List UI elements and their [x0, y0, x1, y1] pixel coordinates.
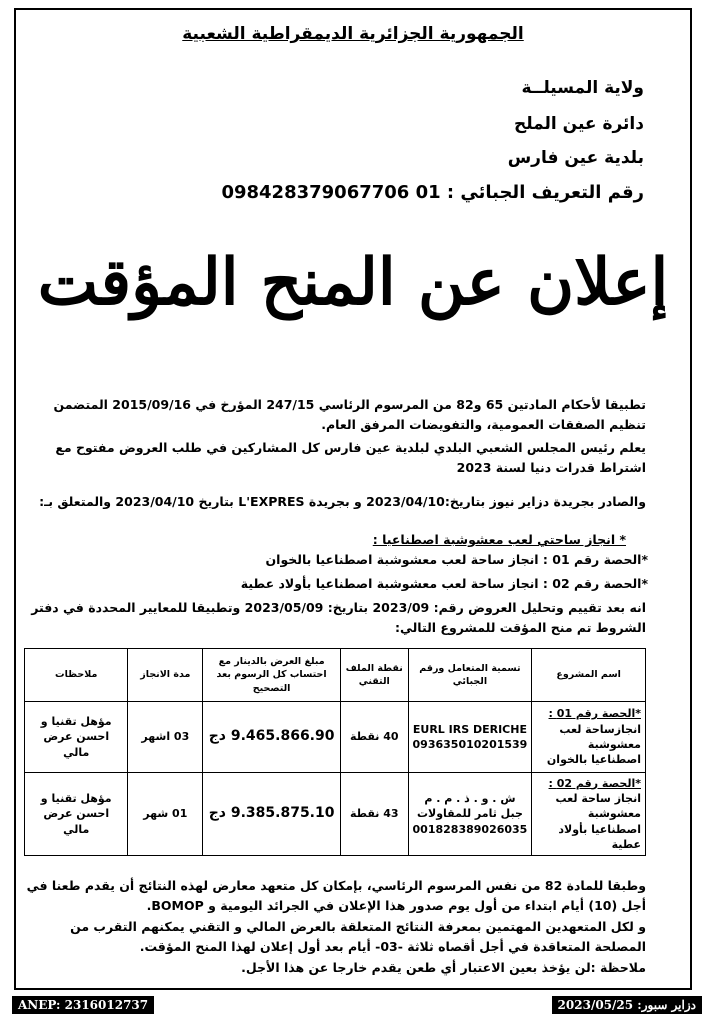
project-name: انجاز ساحة لعب معشوشبة اصطناعيا بأولاد عطية	[555, 791, 641, 852]
header-notes: ملاحظات	[25, 649, 128, 702]
tax-id-value: 098428379067706 01	[221, 182, 441, 203]
bidder-name-2: جبل ثامر للمقاولات	[416, 807, 523, 821]
lot-label: *الحصة رقم 01 :	[548, 707, 641, 721]
table-row	[25, 773, 646, 856]
cell-amount: 9.385.875.10 دج	[203, 773, 341, 856]
cell-duration: 01 شهر	[128, 773, 203, 856]
table-row	[25, 702, 646, 773]
cell-tech-score: 43 نقطة	[340, 773, 408, 856]
announcement-title: إعلان عن المنح المؤقت	[37, 245, 669, 320]
republic-heading: الجمهورية الجزائرية الديمقراطية الشعبية	[182, 24, 524, 44]
lot-2-line: *الحصة رقم 02 : انجاز ساحة لعب معشوشبة اصطناعيا بأولاد عطية	[240, 576, 648, 591]
bidder-name: EURL IRS DERICHE	[412, 722, 527, 736]
legal-basis-paragraph: تطبيقا لأحكام المادتين 65 و82 من المرسوم الرئاسي 247/15 المؤرخ في 2015/09/16 المتضمن تنظيم الصفقات العمومية، والتفويضات المرفق العام.	[53, 397, 646, 432]
cell-duration: 03 اشهر	[128, 702, 203, 773]
bidder-name: ش . و . ذ . م . م	[424, 791, 516, 805]
header-duration: مدة الانجاز	[128, 649, 203, 702]
cell-notes: مؤهل تقنيا و احسن عرض مالي	[25, 702, 128, 773]
project-name: انجازساحة لعب معشوشبة اصطناعيا بالخوان	[546, 722, 641, 767]
wilaya-line: ولاية المسيلــة	[521, 78, 644, 98]
header-bidder: تسمية المتعامل ورقم الجبائي	[408, 649, 532, 702]
header-tech-score: نقطة الملف التقني	[340, 649, 408, 702]
daira-line: دائرة عين الملح	[513, 114, 644, 134]
cell-tech-score: 40 نقطة	[340, 702, 408, 773]
cell-project	[532, 702, 646, 773]
publication-paragraph: والصادر بجريدة دزاير نيوز بتاريخ:2023/04/10 و بجريدة L'EXPRES بتاريخ 2023/04/10 والمتعلق بـ:	[39, 494, 646, 509]
notice-paragraph: يعلم رئيس المجلس الشعبي البلدي لبلدية عين فارس كل المشاركين في طلب العروض مفتوح مع اشتراط قدرات دنيا لسنة 2023	[55, 440, 646, 475]
commune-line: بلدية عين فارس	[507, 148, 644, 168]
tax-id-label: رقم التعريف الجبائي :	[446, 182, 644, 203]
lot-1-line: *الحصة رقم 01 : انجاز ساحة لعب معشوشبة اصطناعيا بالخوان	[265, 552, 648, 567]
cell-bidder	[408, 773, 532, 856]
bidder-id: 09363501020153‌9	[412, 738, 528, 751]
tax-id-line	[221, 182, 644, 203]
header-project: اسم المشروع	[532, 649, 646, 702]
project-title: * انجاز ساحتي لعب معشوشبة اصطناعيا :	[372, 532, 626, 547]
cell-bidder	[408, 702, 532, 773]
cell-project	[532, 773, 646, 856]
cell-notes: مؤهل تقنيا و احسن عرض مالي	[25, 773, 128, 856]
lot-label: *الحصة رقم 02 :	[548, 776, 641, 790]
results-paragraph: و لكل المتعهدين المهتمين بمعرفة النتائج المتعلقة بالعرض المالي و التقني يمكنهم التقرب من المصلحة المتعاقدة في أجل أقصاه ثلاثة -03- أيام بعد أول إعلان لهذا المنح المؤقت.	[70, 919, 646, 954]
bidder-id: 001828389026035	[412, 822, 528, 836]
anep-code: ANEP: 2316012737	[12, 996, 154, 1014]
note-paragraph: ملاحظة :لن يؤخذ بعين الاعتبار أي طعن يقدم خارجا عن هذا الأجل.	[241, 960, 646, 975]
appeal-paragraph: وطبقا للمادة 82 من نفس المرسوم الرئاسي، بإمكان كل متعهد معارض لهذه النتائج أن يقدم طعنا في أجل (10) أيام ابتداء من أول يوم صدور هذا الإعلان في الجرائد اليومية و BOMOP.	[26, 878, 646, 913]
header-amount: مبلغ العرض بالدينار مع احتساب كل الرسوم بعد التصحيح	[203, 649, 341, 702]
award-table	[24, 648, 646, 856]
newspaper-date: دزاير سبور: 2023/05/25	[552, 996, 702, 1014]
table-header-row	[25, 649, 646, 702]
cell-amount: 9.465.866.90 دج	[203, 702, 341, 773]
evaluation-paragraph: انه بعد تقييم وتحليل العروض رقم: 2023/09 بتاريخ: 2023/05/09 وتطبيقا للمعايير المحددة في دفتر الشروط تم منح المؤقت للمشروع التالي:	[31, 600, 646, 635]
